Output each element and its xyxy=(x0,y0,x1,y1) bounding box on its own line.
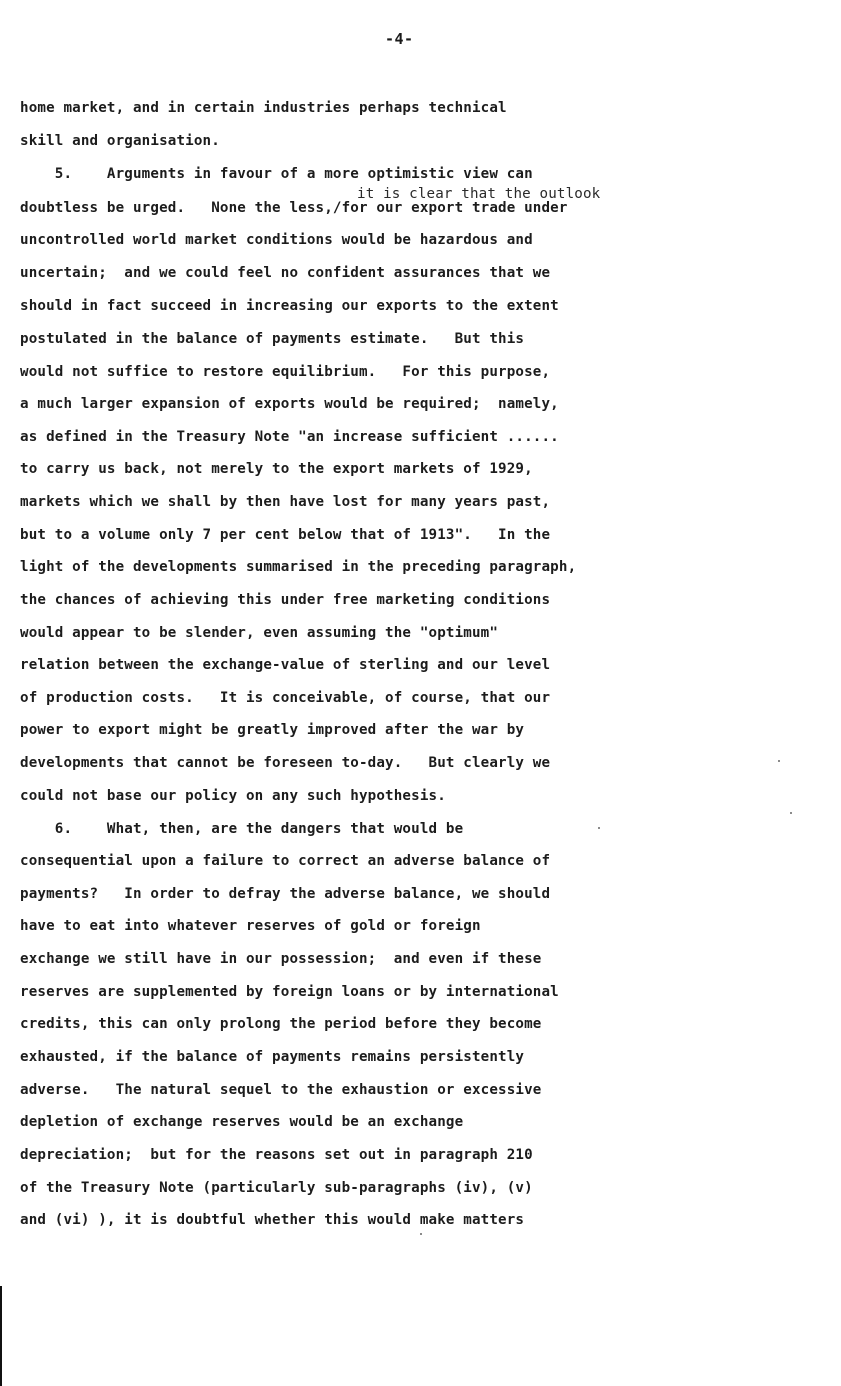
text-line: depletion of exchange reserves would be an exchange xyxy=(20,1114,464,1130)
scan-speck xyxy=(420,1233,422,1235)
paragraph-5-start: 5. Arguments in favour of a more optimistic view can xyxy=(20,166,533,182)
handwritten-insertion: it is clear that the outlook xyxy=(357,186,601,202)
text-line: credits, this can only prolong the period before they become xyxy=(20,1016,542,1032)
text-line: skill and organisation. xyxy=(20,133,220,149)
text-line: have to eat into whatever reserves of gold or foreign xyxy=(20,918,481,934)
text-line: the chances of achieving this under free marketing conditions xyxy=(20,592,551,608)
scan-speck xyxy=(778,760,780,762)
text-line: of production costs. It is conceivable, of course, that our xyxy=(20,690,551,706)
text-line: should in fact succeed in increasing our exports to the extent xyxy=(20,298,559,314)
text-line: would not suffice to restore equilibrium. For this purpose, xyxy=(20,364,551,380)
text-line: would appear to be slender, even assuming the "optimum" xyxy=(20,625,499,641)
text-line: to carry us back, not merely to the export markets of 1929, xyxy=(20,461,533,477)
text-line: payments? In order to defray the adverse balance, we should xyxy=(20,886,551,902)
text-line: could not base our policy on any such hypothesis. xyxy=(20,788,446,804)
text-line: light of the developments summarised in the preceding paragraph, xyxy=(20,559,577,575)
text-line: developments that cannot be foreseen to-day. But clearly we xyxy=(20,755,551,771)
text-line: relation between the exchange-value of sterling and our level xyxy=(20,657,551,673)
paragraph-6-start: 6. What, then, are the dangers that would be xyxy=(20,821,464,837)
text-line: of the Treasury Note (particularly sub-paragraphs (iv), (v) xyxy=(20,1180,533,1196)
text-line: uncontrolled world market conditions would be hazardous and xyxy=(20,232,533,248)
page-number: -4- xyxy=(385,30,414,48)
text-line: exhausted, if the balance of payments remains persistently xyxy=(20,1049,525,1065)
text-line: but to a volume only 7 per cent below that of 1913". In the xyxy=(20,527,551,543)
scan-speck xyxy=(790,812,792,814)
text-line: doubtless be urged. None the less,/for our export trade under xyxy=(20,200,568,216)
text-line: reserves are supplemented by foreign loans or by international xyxy=(20,984,559,1000)
text-line: home market, and in certain industries perhaps technical xyxy=(20,100,507,116)
text-line: uncertain; and we could feel no confident assurances that we xyxy=(20,265,551,281)
text-line: postulated in the balance of payments estimate. But this xyxy=(20,331,525,347)
text-line: depreciation; but for the reasons set out in paragraph 210 xyxy=(20,1147,533,1163)
text-line: as defined in the Treasury Note "an increase sufficient ...... xyxy=(20,429,559,445)
scan-speck xyxy=(598,827,600,829)
scan-edge-mark xyxy=(0,1286,2,1386)
text-line: exchange we still have in our possession; and even if these xyxy=(20,951,542,967)
text-line: a much larger expansion of exports would be required; namely, xyxy=(20,396,559,412)
text-line: adverse. The natural sequel to the exhaustion or excessive xyxy=(20,1082,542,1098)
text-line: markets which we shall by then have lost for many years past, xyxy=(20,494,551,510)
text-line: power to export might be greatly improved after the war by xyxy=(20,722,525,738)
text-line: and (vi) ), it is doubtful whether this would make matters xyxy=(20,1212,525,1228)
text-line: consequential upon a failure to correct an adverse balance of xyxy=(20,853,551,869)
